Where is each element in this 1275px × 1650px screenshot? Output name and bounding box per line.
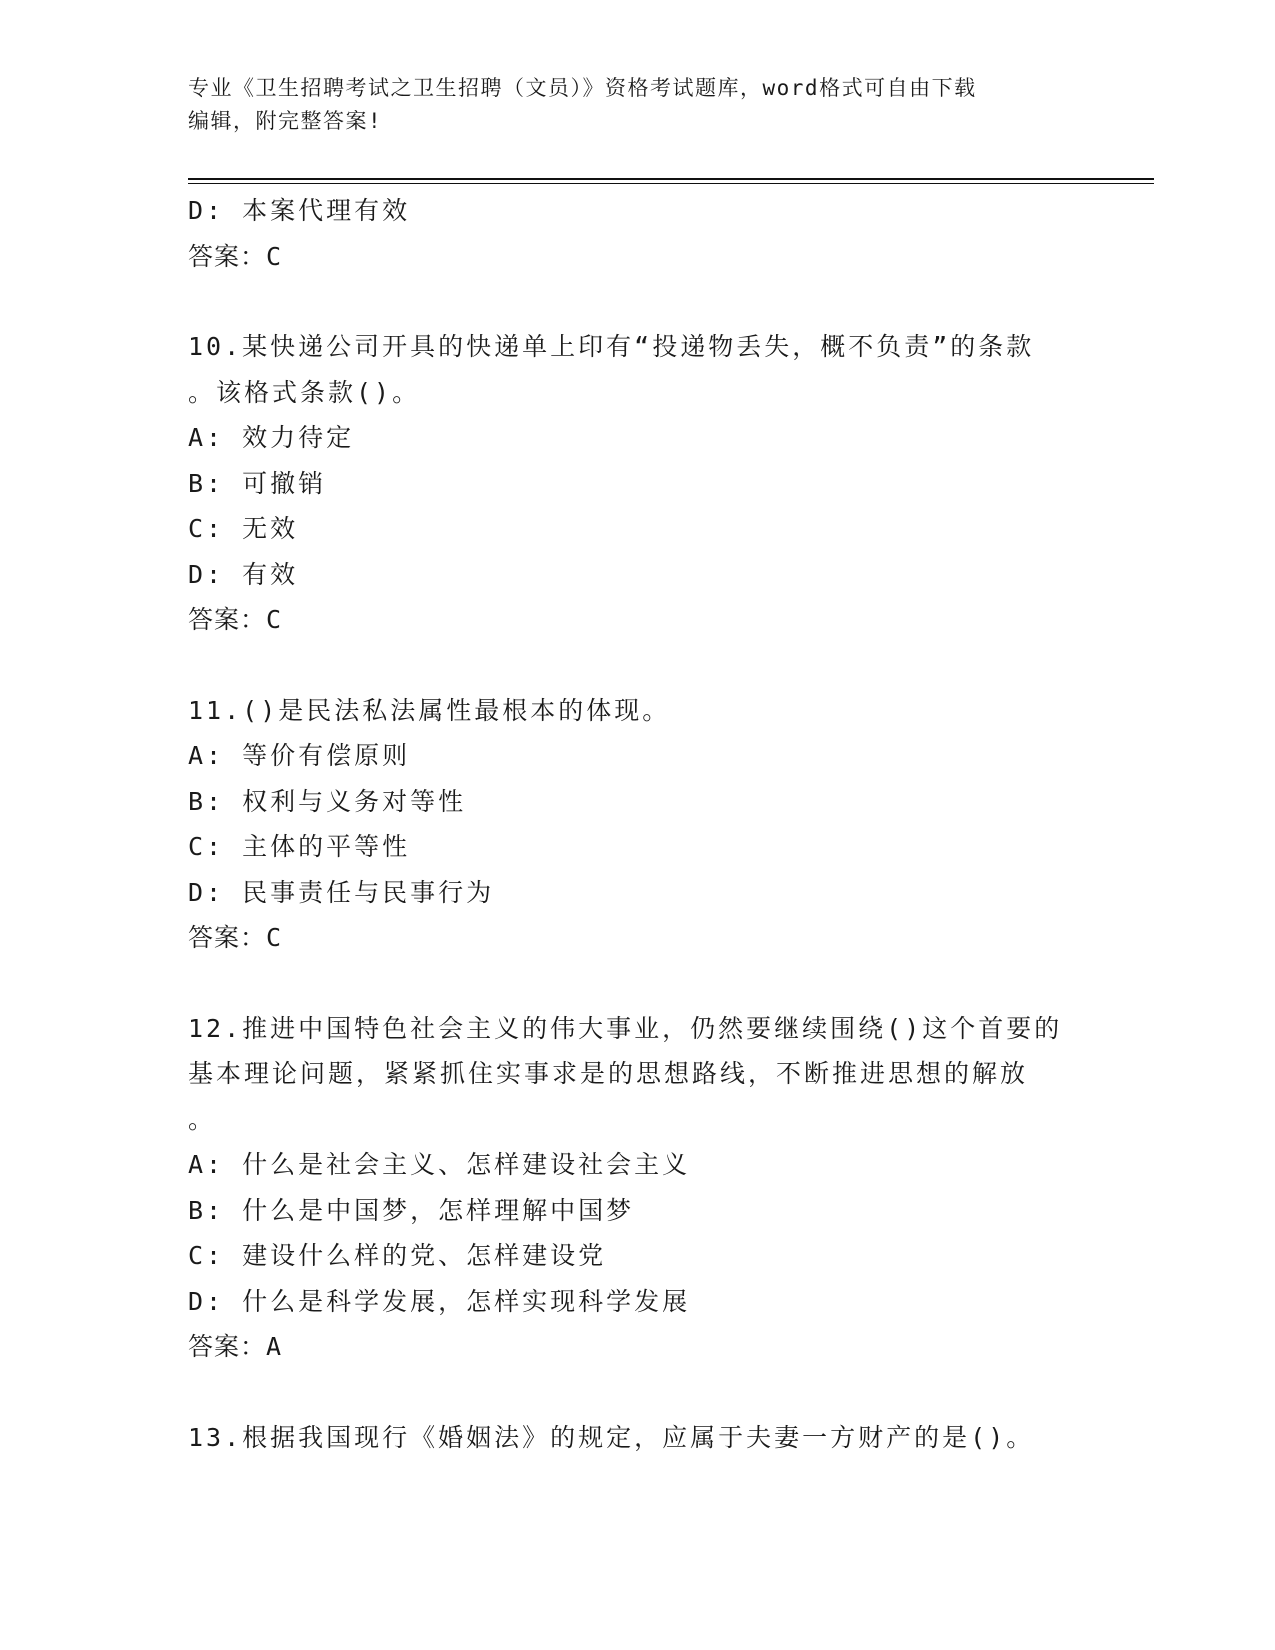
option-b: B: 什么是中国梦，怎样理解中国梦: [188, 1195, 635, 1225]
option-d: D: 民事责任与民事行为: [188, 877, 495, 907]
previous-question-tail: [188, 188, 1088, 279]
header-line-1: 专业《卫生招聘考试之卫生招聘（文员）》资格考试题库，word格式可自由下载: [188, 76, 977, 100]
question-text-line: 12.推进中国特色社会主义的伟大事业，仍然要继续围绕()这个首要的: [188, 1013, 1063, 1043]
header-divider-thick: [188, 178, 1154, 180]
answer-line: 答案：C: [188, 605, 283, 634]
question-list: [188, 188, 1088, 1460]
document-header: [188, 72, 1088, 138]
question-text-line: 11.()是民法私法属性最根本的体现。: [188, 695, 671, 725]
header-line-2: 编辑，附完整答案!: [188, 109, 383, 133]
question-12: [188, 1006, 1088, 1370]
header-divider-thin: [188, 183, 1154, 184]
question-text-line: 。: [188, 1104, 217, 1134]
option-d: D: 什么是科学发展，怎样实现科学发展: [188, 1286, 691, 1316]
question-11: [188, 688, 1088, 961]
option-c: C: 建设什么样的党、怎样建设党: [188, 1241, 607, 1270]
question-text-line: 基本理论问题，紧紧抓住实事求是的思想路线，不断推进思想的解放: [188, 1059, 1029, 1088]
option-d: D: 本案代理有效: [188, 196, 411, 225]
option-a: A: 效力待定: [188, 423, 355, 452]
option-b: B: 可撤销: [188, 468, 327, 498]
question-text-line: 13.根据我国现行《婚姻法》的规定，应属于夫妻一方财产的是()。: [188, 1422, 1035, 1452]
answer-line: 答案：A: [188, 1332, 283, 1361]
option-c: C: 无效: [188, 514, 299, 543]
option-a: A: 什么是社会主义、怎样建设社会主义: [188, 1150, 691, 1179]
question-10: [188, 324, 1088, 643]
option-c: C: 主体的平等性: [188, 832, 411, 861]
option-b: B: 权利与义务对等性: [188, 786, 467, 816]
option-a: A: 等价有偿原则: [188, 741, 411, 770]
question-13: [188, 1415, 1088, 1461]
answer-line: 答案：C: [188, 241, 283, 271]
question-text-line: 。该格式条款()。: [188, 377, 421, 407]
question-text-line: 10.某快递公司开具的快递单上印有“投递物丢失，概不负责”的条款: [188, 332, 1035, 361]
answer-line: 答案：C: [188, 923, 283, 952]
option-d: D: 有效: [188, 559, 299, 589]
